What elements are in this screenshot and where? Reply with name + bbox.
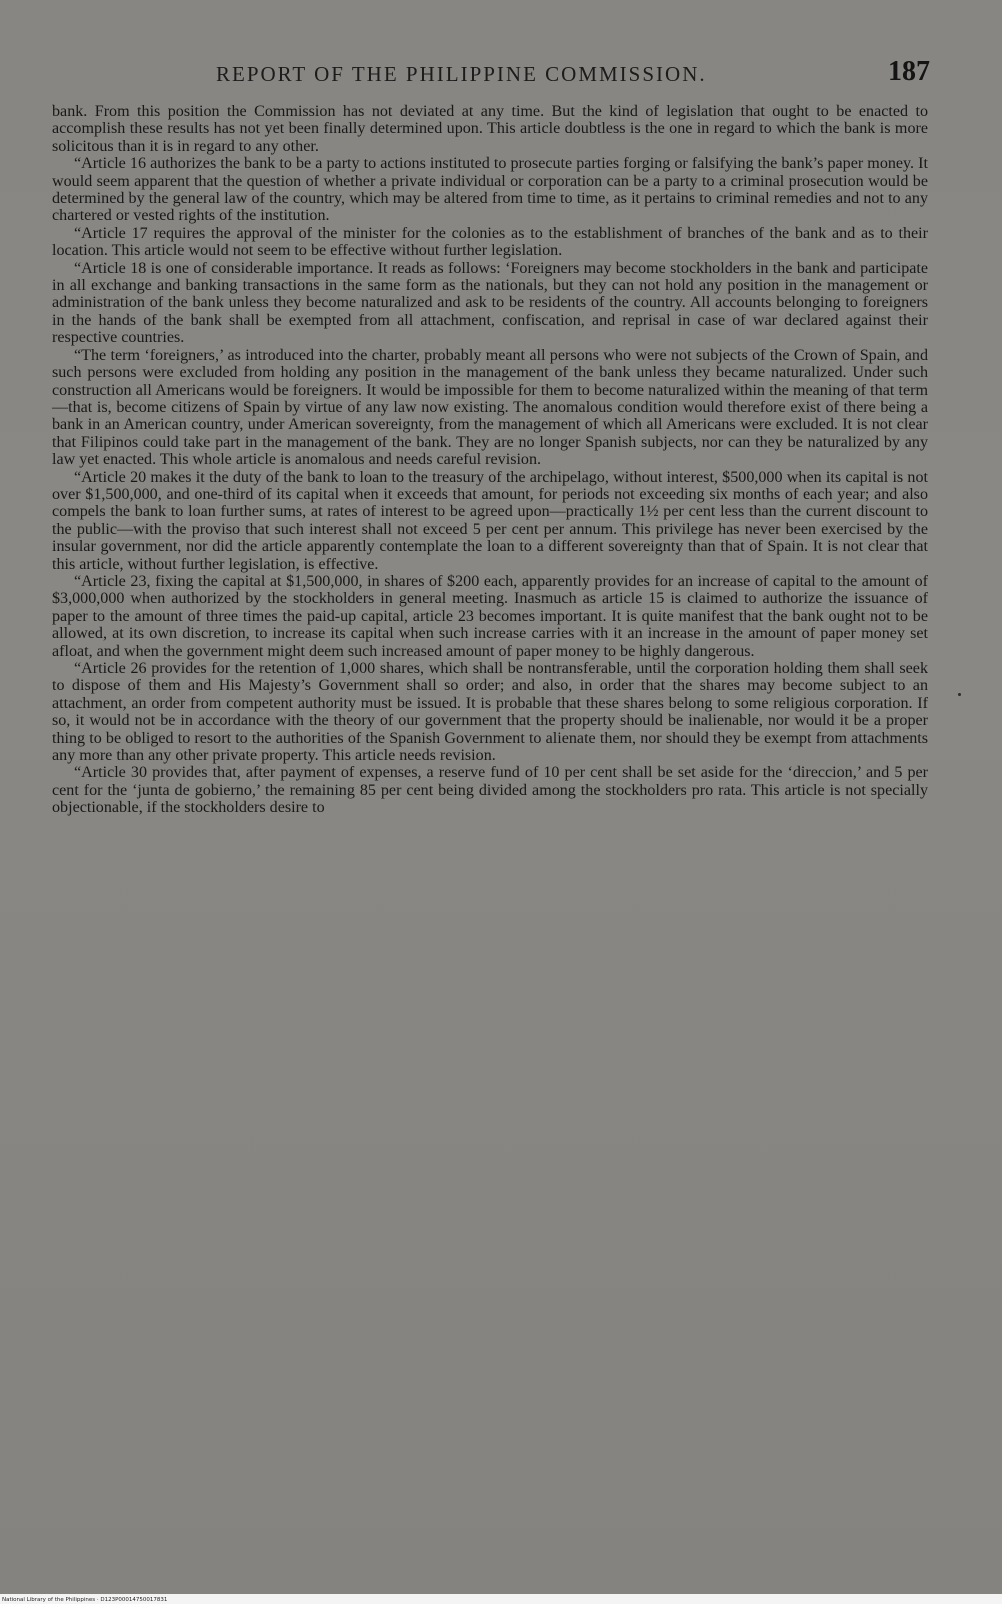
- paragraph-article-23: “Article 23, fixing the capital at $1,500,000, in shares of $200 each, apparently provides for an increase of capital to the amount of $3,000,000 when authorized by the stockholders in general meeting. Inasmuch as article 15 is claimed to authorize the issuance of paper to the amount of three times the paid-up capital, article 23 becomes important. It is quite manifest that the bank ought not to be allowed, at its own discretion, to increase its capital when such increase carries with it an increase in the amount of paper money set afloat, and when the government might deem such increased amount of paper money to be highly dangerous.: [52, 572, 928, 660]
- paragraph-article-30: “Article 30 provides that, after payment of expenses, a reserve fund of 10 per cent shall be set aside for the ‘direccion,’ and 5 per cent for the ‘junta de gobierno,’ the remaining 85 per cent being divided among the stockholders pro rata. This article is not specially objectionable, if the stockholders desire to: [52, 764, 928, 817]
- paragraph-article-20: “Article 20 makes it the duty of the bank to loan to the treasury of the archipelago, without interest, $500,000 when its capital is not over $1,500,000, and one-third of its capital when it exceeds that amount, for periods not exceeding six months of each year; and also compels the bank to loan further sums, at rates of interest to be agreed upon—practically 1½ per cent less than the current discount to the public—with the proviso that such interest shall not exceed 5 per cent per annum. This privilege has never been exercised by the insular government, nor did the article apparently contemplate the loan to a different sovereignty than that of Spain. It is not clear that this article, without further legislation, is effective.: [52, 468, 928, 573]
- paragraph-article-17: “Article 17 requires the approval of the minister for the colonies as to the establishment of branches of the bank and as to their location. This article would not seem to be effective without further legislation.: [52, 224, 928, 260]
- paragraph-article-16: “Article 16 authorizes the bank to be a party to actions instituted to prosecute parties forging or falsifying the bank’s paper money. It would seem apparent that the question of whether a private individual or corporation can be a party to a criminal prosecution would be determined by the general law of the country, which may be altered from time to time, as it pertains to criminal remedies and not to any chartered or vested rights of the institution.: [52, 155, 928, 225]
- footer-credit: National Library of the Philippines · D123P00014750017831: [2, 1597, 168, 1603]
- paragraph-article-26: “Article 26 provides for the retention of 1,000 shares, which shall be nontransferable, until the corporation holding them shall seek to dispose of them and His Majesty’s Government shall so order; and also, in order that the shares may become subject to an attachment, an order from competent authority must be issued. It is probable that these shares belong to some religious corporation. If so, it would not be in accordance with the theory of our government that the property should be inalienable, nor would it be a proper thing to be obliged to resort to the authorities of the Spanish Government to alienate them, nor should they be exempt from attachments any more than any other private property. This article needs revision.: [52, 660, 928, 765]
- paragraph-continuation: bank. From this position the Commission has not deviated at any time. But the kind of legislation that ought to be enacted to accomplish these results has not yet been finally determined upon. This article doubtless is the one in regard to which the bank is more solicitous than it is in regard to any other.: [52, 103, 928, 155]
- paragraph-article-18: “Article 18 is one of considerable importance. It reads as follows: ‘Foreigners may become stockholders in the bank and participate in all exchange and banking transactions in the same form as the nationals, but they can not hold any position in the management or administration of the bank unless they become naturalized and ask to be residents of the country. All accounts belonging to foreigners in the hands of the bank shall be exempted from all attachment, confiscation, and reprisal in case of war declared against their respective countries.: [52, 259, 928, 347]
- paragraph-foreigners: “The term ‘foreigners,’ as introduced into the charter, probably meant all persons who were not subjects of the Crown of Spain, and such persons were excluded from holding any position in the management of the bank unless they became naturalized. Under such construction all Americans would be foreigners. It would be impossible for them to become naturalized within the meaning of that term—that is, become citizens of Spain by virtue of any law now existing. The anomalous condition would therefore exist of there being a bank in an American country, under American sovereignty, from the management of which all Americans were excluded. It is not clear that Filipinos could take part in the management of the bank. They are no longer Spanish subjects, nor can they be naturalized by any law yet enacted. This whole article is anomalous and needs careful revision.: [52, 346, 928, 469]
- scan-speck: [958, 693, 961, 696]
- page-number: 187: [888, 56, 930, 87]
- page-header: [60, 56, 930, 96]
- body-text: [52, 103, 928, 817]
- footer-strip: [0, 1594, 1002, 1604]
- running-head: REPORT OF THE PHILIPPINE COMMISSION.: [216, 62, 707, 86]
